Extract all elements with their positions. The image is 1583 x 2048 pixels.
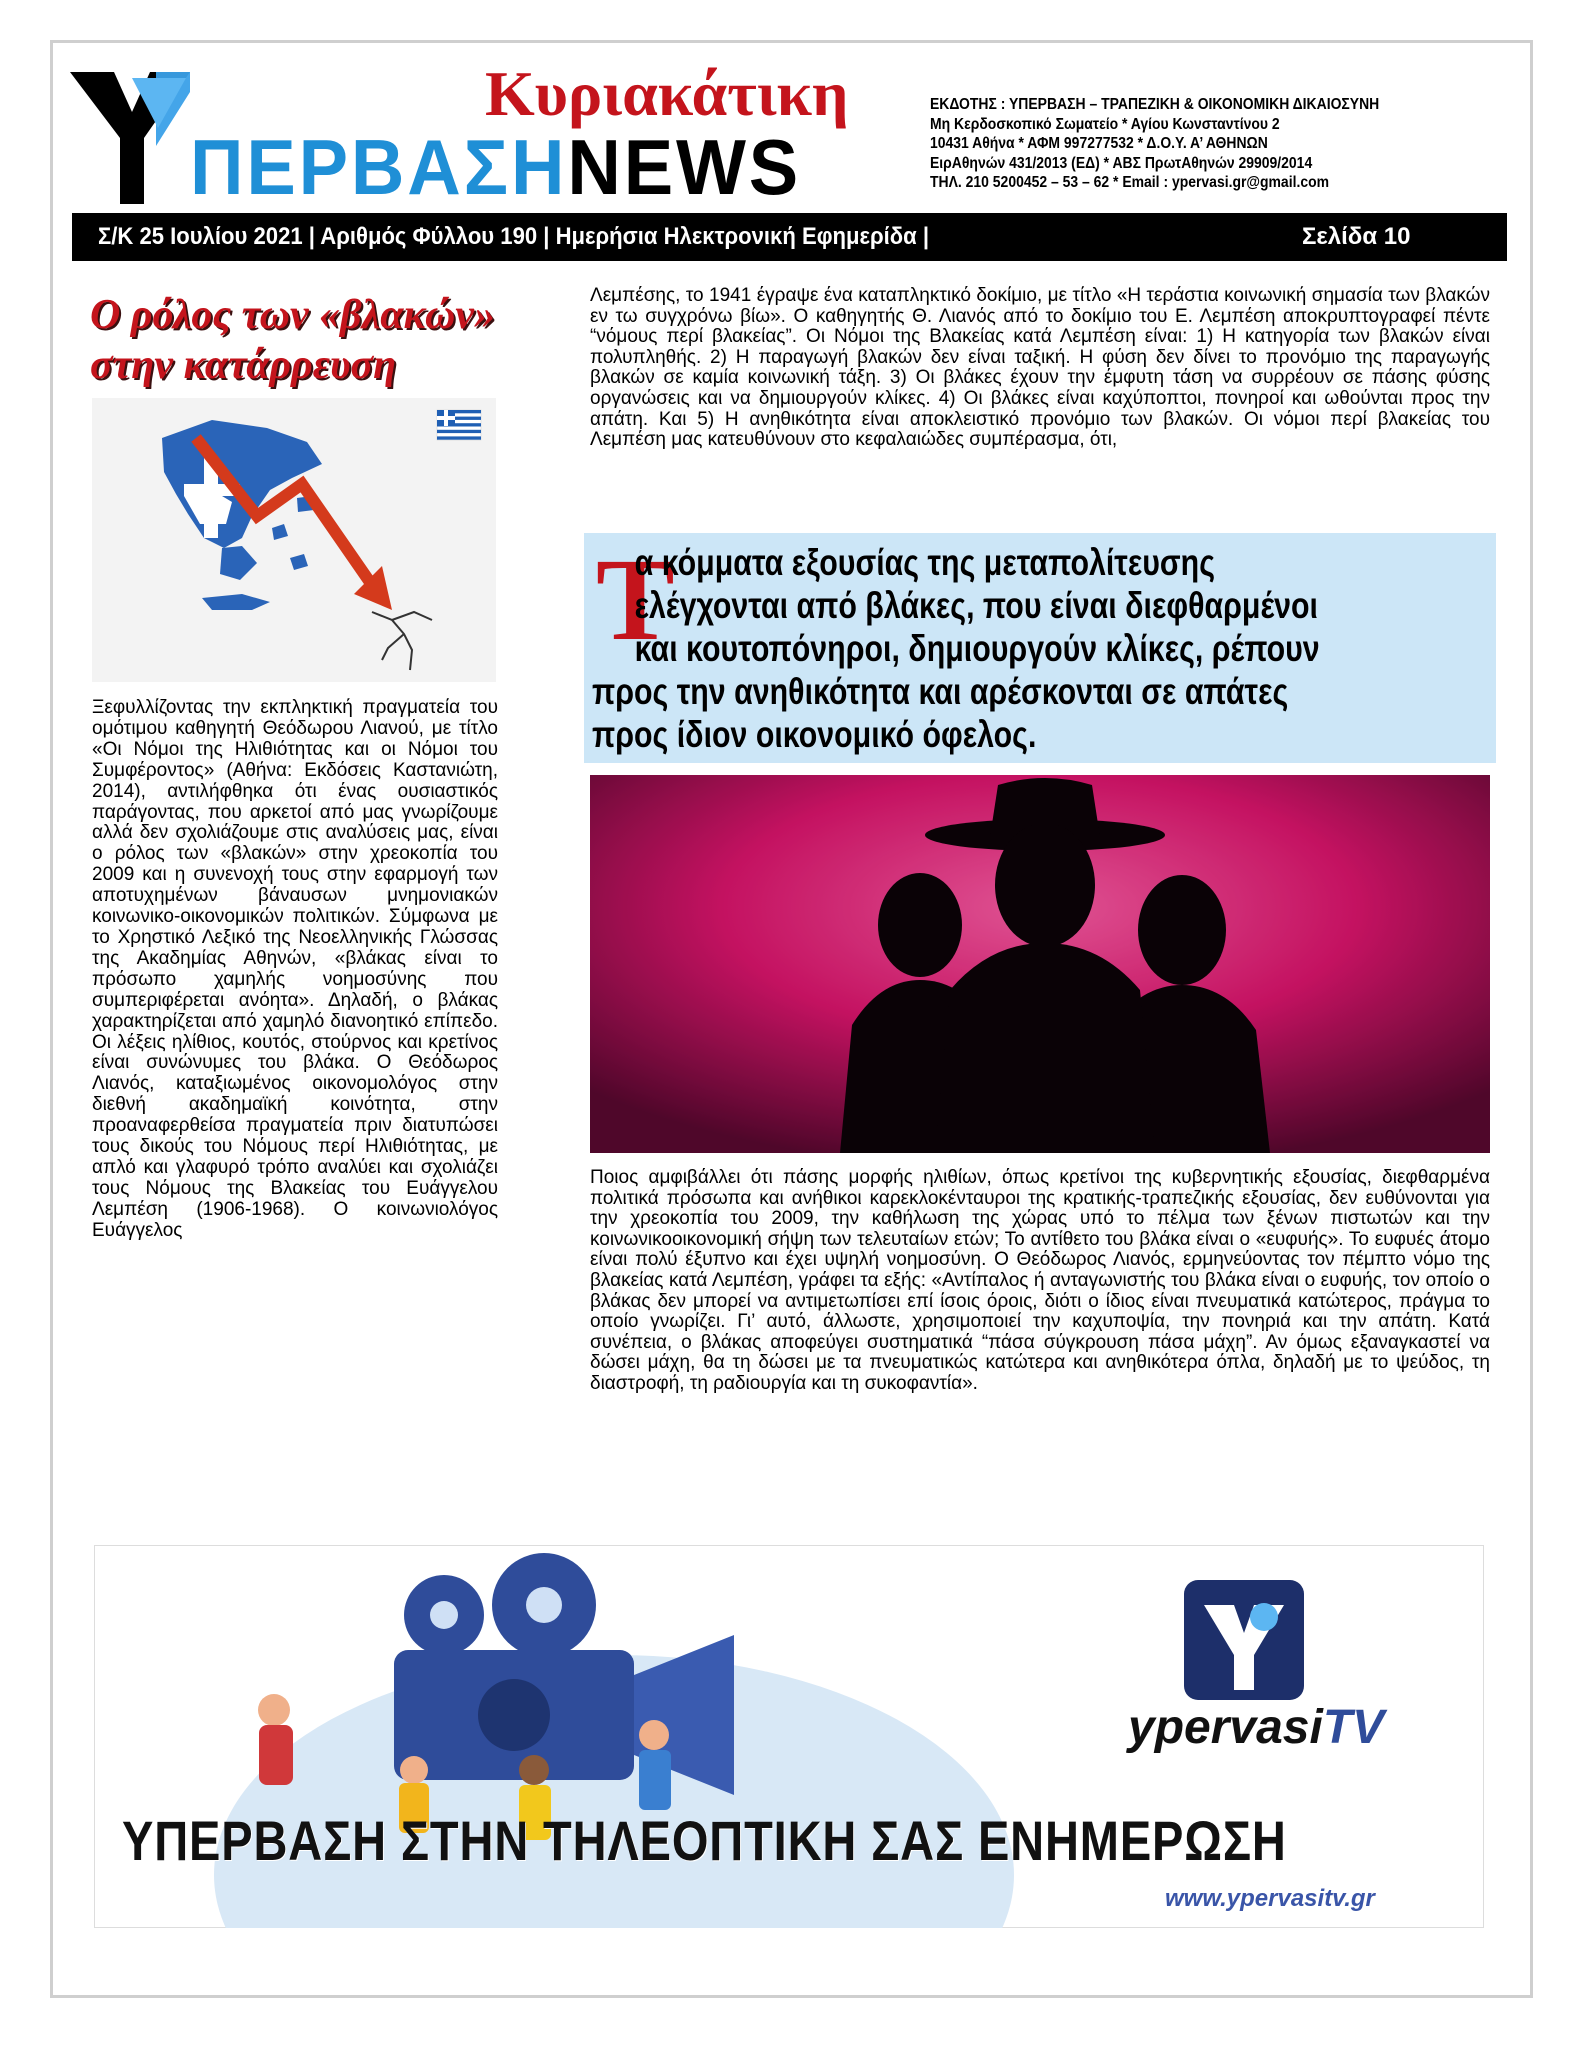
greece-crash-illustration xyxy=(92,398,496,682)
logo-word-news: NEWS xyxy=(567,123,802,211)
pull-quote-line: ελέγχονται από βλάκες, που είναι διεφθαρμένοι xyxy=(634,585,1318,626)
silhouettes-photo xyxy=(590,775,1490,1153)
ypervasitv-logo-icon xyxy=(1184,1580,1304,1700)
pull-quote-line: προς την ανηθικότητα και αρέσκονται σε απάτες xyxy=(592,671,1289,712)
headline-line: στην κατάρρευση xyxy=(90,342,397,388)
banner-brand-main: ypervasi xyxy=(1128,1701,1323,1754)
issue-info: Σ/Κ 25 Ιουλίου 2021 | Αριθμός Φύλλου 190 | Ημερήσια Ηλεκτρονική Εφημερίδα | xyxy=(98,223,930,250)
article-left-column: Ξεφυλλίζοντας την εκπληκτική πραγματεία του ομότιμου καθηγητή Θεόδωρου Λιανού, με τίτλο «Οι Νόμοι της Ηλιθιότητας και οι Νόμοι του Συμφέροντος» (Αθήνα: Εκδόσεις Καστανιώτη, 2014), αντιλήφθηκα ότι ένας ουσιαστικός παράγοντας, που αρκετοί από μας γνωρίζουμε αλλά δεν σχολιάζουμε στις αναλύσεις μας, είναι ο ρόλος των «βλακών» στην χρεοκοπία του 2009 και η συνενοχή τους στην εφαρμογή των αποτυχημένων βάναυσων μνημονιακών κοινωνικο-οικονομικών πολιτικών. Σύμφωνα με το Χρηστικό Λεξικό της Νεοελληνικής Γλώσσας της Ακαδημίας Αθηνών, «βλάκας είναι το πρόσωπο χαμηλής νοημοσύνης που συμπεριφέρεται ανόητα». Δηλαδή, ο βλάκας χαρακτηρίζεται από χαμηλό διανοητικό επίπεδο. Οι λέξεις ηλίθιος, κουτός, στούρνος και κρετίνος είναι συνώνυμες του βλάκα. Ο Θεόδωρος Λιανός, καταξιωμένος οικονομολόγος στην διεθνή ακαδημαϊκή κοινότητα, στην προαναφερθείσα πραγματεία πριν διατυπώσει τους δικούς του Νόμους περί Ηλιθιότητας, με απλό και γλαφυρό τρόπο αναλύει και σχολιάζει τους Νόμους της Βλακείας του Ευάγγελου Λεμπέση (1906-1968). Ο κοινωνιολόγος Ευάγγελος xyxy=(92,697,498,1241)
logo-word-yperbasi: ΠΕΡΒΑΣΗ xyxy=(190,123,568,211)
logo-wordmark xyxy=(190,123,802,211)
pull-quote-initial: Τ xyxy=(596,534,675,665)
headline-line: Ο ρόλος των «βλακών» xyxy=(90,292,495,338)
publisher-line: ΕιρΑθηνών 431/2013 (ΕΔ) * ΑΒΣ ΠρωτΑθηνών 29909/2014 xyxy=(930,154,1313,172)
masthead-kyriakatiki: Κυριακάτικη xyxy=(485,58,849,129)
article-top-column: Λεμπέσης, το 1941 έγραψε ένα καταπληκτικό δοκίμιο, με τίτλο «Η τεράστια κοινωνική σημασία των βλακών εν τω συγχρόνω βίω». Ο καθηγητής Θ. Λιανός από το δοκίμιο του Ε. Λεμπέση αποκρυπτογραφεί πέντε “νόμους περί βλακείας”. Οι Νόμοι της Βλακείας κατά Λεμπέση είναι: 1) Η κατηγορία των βλακών είναι πολυπληθής. 2) Η παραγωγή βλακών δεν είναι ταξική. Η φύση δεν δίνει το προνόμιο της παραγωγής βλακών σε καμία κοινωνική τάξη. 3) Οι βλάκες έχουν την έμφυτη τάση να συρρέουν σε πάσης φύσης οργανώσεις και να δημιουργούν κλίκες. 4) Οι βλάκες είναι καχύποπτοι, πονηροί και ωθούνται προς την απάτη. Και 5) Η ανηθικότητα είναι αποκλειστικό προνόμιο των βλακών. Οι νόμοι περί βλακείας του Λεμπέση μας κατευθύνουν στο κεφαλαιώδες συμπέρασμα, ότι, xyxy=(590,285,1490,451)
banner-title: ΥΠΕΡΒΑΣΗ ΣΤΗΝ ΤΗΛΕΟΠΤΙΚΗ ΣΑΣ ΕΝΗΜΕΡΩΣΗ xyxy=(122,1809,1287,1872)
pull-quote xyxy=(584,533,1496,763)
publisher-line: ΤΗΛ. 210 5200452 – 53 – 62 * Email : ypervasi.gr@gmail.com xyxy=(930,174,1330,191)
publisher-info xyxy=(930,95,1434,193)
publisher-line: ΕΚΔΟΤΗΣ : ΥΠΕΡΒΑΣΗ – ΤΡΑΠΕΖΙΚΗ & ΟΙΚΟΝΟΜΙΚΗ ΔΙΚΑΙΟΣΥΝΗ xyxy=(930,96,1380,113)
article-bottom-column: Ποιος αμφιβάλλει ότι πάσης μορφής ηλιθίων, όπως κρετίνοι της κυβερνητικής εξουσίας, διεφθαρμένα πολιτικά πρόσωπα και ανήθικοι καρεκλοκένταυροι της κρατικής-τραπεζικής εξουσίας, δεν ευθύνονται για την χρεοκοπία του 2009, την καθήλωση της χώρας υπό το πέλμα των ξένων πιστωτών και την κοινωνικοοικονομική σήψη των τελευταίων ετών; Το αντίθετο του βλάκα είναι ο «ευφυής». Το ευφυές άτομο είναι πολύ έξυπνο και έχει υψηλή νοημοσύνη. Ο Θεόδωρος Λιανός, ερμηνεύοντας τον πέμπτο νόμο της βλακείας κατά Λεμπέση, γράφει τα εξής: «Αντίπαλος ή ανταγωνιστής του βλάκα είναι ο ευφυής, τον οποίο ο βλάκας δεν μπορεί να αντιμετωπίσει επί ίσοις όροις, διότι ο ίδιος είναι πνευματικά κατώτερος, πράγμα το οποίο γνωρίζει. Γι’ αυτό, άλλωστε, χρησιμοποιεί την καχυποψία, την πονηριά και την απάτη. Κατά συνέπεια, ο βλάκας αποφεύγει συστηματικά “πάσα σύγκρουση πάσα μάχη”. Αν όμως εξαναγκαστεί να δώσει μάχη, θα τη δώσει με τα πνευματικώς κατώτερα και ανηθικότερα όπλα, δηλαδή με το ψεύδος, τη διαστροφή, τη ραδιουργία και τη συκοφαντία». xyxy=(590,1167,1490,1394)
pull-quote-line: και κουτοπόνηροι, δημιουργούν κλίκες, ρέπουν xyxy=(634,628,1320,669)
page-number: Σελίδα 10 xyxy=(1302,223,1411,250)
issue-bar xyxy=(72,213,1507,261)
publisher-line: 10431 Αθήνα * ΑΦΜ 997277532 * Δ.Ο.Υ. Α’ ΑΘΗΝΩΝ xyxy=(930,135,1268,152)
logo-y-mark xyxy=(70,72,190,204)
pull-quote-line: α κόμματα εξουσίας της μεταπολίτευσης xyxy=(634,542,1215,583)
banner-brand-tv: TV xyxy=(1322,1701,1385,1754)
publisher-line: Μη Κερδοσκοπικό Σωματείο * Αγίου Κωνσταντίνου 2 xyxy=(930,115,1280,133)
greek-flag-icon xyxy=(437,410,481,440)
banner-brand xyxy=(1128,1700,1384,1755)
pull-quote-line: προς ίδιον οικονομικό όφελος. xyxy=(592,714,1037,755)
article-headline xyxy=(90,290,510,390)
banner-url-link[interactable]: www.ypervasitv.gr xyxy=(1165,1885,1375,1912)
